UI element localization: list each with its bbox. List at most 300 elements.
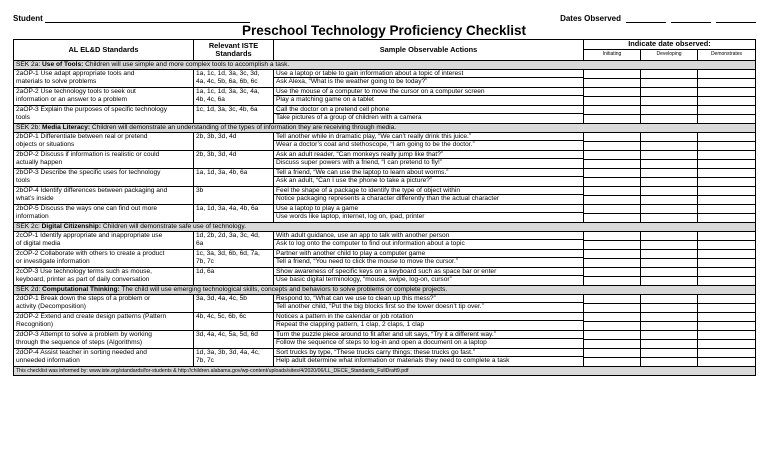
section-row (14, 222, 756, 231)
standard-row (14, 204, 756, 222)
initiating-date-slot[interactable] (584, 241, 640, 249)
actions-cell (274, 294, 584, 312)
iste-cell (194, 348, 274, 366)
developing-date-cell[interactable] (641, 105, 698, 123)
student-label: Student (13, 14, 43, 23)
section-code: SEK 2b: (16, 123, 41, 131)
initiating-date-slot[interactable] (584, 178, 640, 186)
demonstrates-date-cell[interactable] (698, 87, 756, 105)
initiating-date-slot[interactable] (584, 214, 640, 222)
section-code: SEK 2c: (16, 222, 40, 230)
developing-date-slot[interactable] (641, 70, 697, 79)
demonstrates-date-slot[interactable] (698, 160, 755, 168)
initiating-date-cell[interactable] (584, 132, 641, 150)
initiating-date-slot[interactable] (584, 142, 640, 150)
initiating-date-slot[interactable] (584, 106, 640, 115)
developing-date-cell[interactable] (641, 312, 698, 330)
demonstrates-date-slot[interactable] (698, 133, 755, 142)
actions-cell (274, 312, 584, 330)
demonstrates-date-slot[interactable] (698, 88, 755, 97)
initiating-date-slot[interactable] (584, 295, 640, 304)
action-text: Wear a doctor’s coat and stethoscope, “I am going to be the doctor.” (276, 140, 475, 148)
iste-text: 1a, 1d, 3a, 4b, 6a (196, 168, 248, 176)
standard-text: or investigate information (16, 257, 90, 265)
initiating-date-slot[interactable] (584, 250, 640, 259)
iste-text: 4b, 4c, 5c, 6b, 6c (196, 312, 247, 320)
initiating-date-slot[interactable] (584, 313, 640, 322)
demonstrates-date-slot[interactable] (698, 178, 755, 186)
developing-date-slot[interactable] (641, 340, 697, 348)
actions-cell (274, 231, 584, 249)
demonstrates-date-slot[interactable] (698, 259, 755, 267)
iste-text: 1d, 3a, 3b, 3d, 4a, 4c, (196, 348, 260, 356)
standard-text: information or an answer to a problem (16, 95, 128, 103)
initiating-date-slot[interactable] (584, 88, 640, 97)
iste-text: 4a, 4c, 5b, 6a, 6b, 6c (196, 77, 258, 85)
action-text: Ask an adult, “Can I use the phone to take a picture?” (276, 176, 433, 184)
actions-cell (274, 186, 584, 204)
initiating-date-slot[interactable] (584, 331, 640, 340)
header-iste-line2: Standards (215, 49, 252, 58)
demonstrates-date-slot[interactable] (698, 313, 755, 322)
initiating-date-slot[interactable] (584, 151, 640, 160)
action-text: Repeat the clapping pattern, 1 clap, 2 claps, 1 clap (276, 320, 425, 328)
dates-observed-field (560, 14, 756, 23)
initiating-date-cell[interactable] (584, 294, 641, 312)
action-text: Turn the puzzle piece around to fit after and ult says, “Try it a different way.” (274, 331, 583, 339)
standard-row (14, 348, 756, 366)
checklist-body (14, 60, 756, 366)
action-text: Tell a friend, “We can use the laptop to learn about worms.” (274, 169, 583, 177)
header-iste (194, 40, 274, 61)
demonstrates-date-slot[interactable] (698, 304, 755, 312)
iste-cell (194, 231, 274, 249)
developing-date-slot[interactable] (641, 268, 697, 277)
dates-observed-label: Dates Observed (560, 14, 621, 23)
initiating-date-slot[interactable] (584, 97, 640, 105)
iste-cell (194, 105, 274, 123)
developing-date-slot[interactable] (641, 349, 697, 358)
developing-date-slot[interactable] (641, 88, 697, 97)
demonstrates-date-slot[interactable] (698, 358, 755, 366)
action-text: Partner with another child to play a computer game (274, 250, 583, 258)
iste-text: 1a, 1d, 3a, 4a, 4b, 6a (196, 204, 259, 212)
developing-date-slot[interactable] (641, 259, 697, 267)
standard-row (14, 249, 756, 267)
action-text: Sort trucks by type, “These trucks carry things; these trucks go fast.” (274, 349, 583, 357)
demonstrates-date-cell[interactable] (698, 294, 756, 312)
developing-date-cell[interactable] (641, 150, 698, 168)
standard-row (14, 69, 756, 87)
developing-date-slot[interactable] (641, 322, 697, 330)
initiating-date-slot[interactable] (584, 232, 640, 241)
action-text: Use the mouse of a computer to move the cursor on a computer screen (274, 88, 583, 96)
developing-date-slot[interactable] (641, 151, 697, 160)
iste-cell (194, 69, 274, 87)
actions-cell (274, 267, 584, 285)
header-demonstrates: Demonstrates (698, 49, 756, 60)
header-indicate: Indicate date observed: (584, 40, 756, 50)
developing-date-cell[interactable] (641, 249, 698, 267)
action-text: Tell a friend, “You need to click the mouse to move the cursor.” (276, 257, 458, 265)
demonstrates-date-cell[interactable] (698, 348, 756, 366)
standard-row (14, 267, 756, 285)
standard-text: 2bOP-3 Describe the specific uses for technology (16, 168, 161, 176)
demonstrates-date-slot[interactable] (698, 322, 755, 330)
developing-date-slot[interactable] (641, 142, 697, 150)
standard-row (14, 105, 756, 123)
standard-row (14, 312, 756, 330)
demonstrates-date-slot[interactable] (698, 295, 755, 304)
developing-date-cell[interactable] (641, 69, 698, 87)
standard-text: 2bOP-2 Discuss if information is realistic or could (16, 150, 160, 158)
header-iste-line1: Relevant ISTE (208, 41, 259, 50)
standard-row (14, 231, 756, 249)
demonstrates-date-slot[interactable] (698, 115, 755, 123)
header-actions: Sample Observable Actions (274, 40, 584, 61)
section-row (14, 60, 756, 69)
page-title: Preschool Technology Proficiency Checklist (241, 23, 527, 38)
demonstrates-date-slot[interactable] (698, 241, 755, 249)
section-name: Use of Tools: (42, 60, 84, 68)
iste-text: 2b, 3b, 3d, 4d (196, 150, 237, 158)
demonstrates-date-slot[interactable] (698, 250, 755, 259)
iste-cell (194, 294, 274, 312)
initiating-date-slot[interactable] (584, 79, 640, 87)
developing-date-cell[interactable] (641, 231, 698, 249)
action-text: Respond to, “What can we use to clean up this mess?” (274, 295, 583, 303)
actions-cell (274, 330, 584, 348)
initiating-date-slot[interactable] (584, 160, 640, 168)
demonstrates-date-slot[interactable] (698, 214, 755, 222)
iste-text: 1c, 3a, 3d, 6b, 6d, 7a, (196, 249, 260, 257)
actions-cell (274, 69, 584, 87)
developing-date-slot[interactable] (641, 79, 697, 87)
action-text: Help adult determine what information or materials they need to complete a task (276, 356, 510, 364)
standard-cell (14, 330, 194, 348)
standard-text: 2bOP-5 Discuss the ways one can find out more (16, 204, 158, 212)
section-name: Digital Citizenship: (41, 222, 102, 230)
section-description: Children will demonstrate safe use of technology. (101, 222, 247, 230)
iste-cell (194, 267, 274, 285)
standard-text: 2dOP-4 Assist teacher in sorting needed and (16, 348, 147, 356)
demonstrates-date-slot[interactable] (698, 142, 755, 150)
demonstrates-date-cell[interactable] (698, 249, 756, 267)
demonstrates-date-slot[interactable] (698, 331, 755, 340)
developing-date-slot[interactable] (641, 133, 697, 142)
standard-text: unneeded information (16, 356, 80, 364)
standard-text: 2cOP-1 Identify appropriate and inappropriate use (16, 231, 163, 239)
initiating-date-slot[interactable] (584, 349, 640, 358)
standard-text: 2dOP-1 Break down the steps of a problem or (16, 294, 151, 302)
demonstrates-date-slot[interactable] (698, 151, 755, 160)
demonstrates-date-cell[interactable] (698, 150, 756, 168)
demonstrates-date-cell[interactable] (698, 69, 756, 87)
section-heading (14, 60, 756, 69)
actions-cell (274, 249, 584, 267)
student-field (13, 14, 250, 23)
iste-text: 1c, 1d, 3a, 3c, 4b, 6a (196, 105, 258, 113)
action-text: Ask to log onto the computer to find out information about a topic (276, 239, 465, 247)
action-text: Ask an adult reader, “Can monkeys really jump like that?” (274, 151, 583, 159)
initiating-date-slot[interactable] (584, 70, 640, 79)
checklist-table (13, 39, 756, 376)
iste-text: 1a, 1c, 1d, 3a, 3c, 4a, (196, 87, 260, 95)
actions-cell (274, 150, 584, 168)
iste-text: 7b, 7c (196, 356, 214, 364)
actions-cell (274, 204, 584, 222)
developing-date-cell[interactable] (641, 348, 698, 366)
standard-text: 2bOP-4 Identify differences between packaging and (16, 186, 168, 194)
iste-cell (194, 87, 274, 105)
initiating-date-slot[interactable] (584, 304, 640, 312)
action-text: Use words like laptop, internet, log on, ipad, printer (276, 212, 425, 220)
standard-text: activity (Decomposition) (16, 302, 86, 310)
developing-date-cell[interactable] (641, 294, 698, 312)
iste-cell (194, 312, 274, 330)
actions-cell (274, 348, 584, 366)
developing-date-cell[interactable] (641, 330, 698, 348)
initiating-date-slot[interactable] (584, 133, 640, 142)
demonstrates-date-cell[interactable] (698, 186, 756, 204)
section-heading (14, 222, 756, 231)
developing-date-slot[interactable] (641, 214, 697, 222)
iste-cell (194, 330, 274, 348)
developing-date-slot[interactable] (641, 304, 697, 312)
developing-date-cell[interactable] (641, 204, 698, 222)
initiating-date-cell[interactable] (584, 330, 641, 348)
iste-cell (194, 186, 274, 204)
initiating-date-cell[interactable] (584, 348, 641, 366)
initiating-date-cell[interactable] (584, 267, 641, 285)
iste-cell (194, 204, 274, 222)
developing-date-slot[interactable] (641, 178, 697, 186)
developing-date-slot[interactable] (641, 205, 697, 214)
initiating-date-cell[interactable] (584, 231, 641, 249)
demonstrates-date-slot[interactable] (698, 340, 755, 348)
initiating-date-cell[interactable] (584, 105, 641, 123)
standard-cell (14, 105, 194, 123)
developing-date-slot[interactable] (641, 250, 697, 259)
footer-note: This checklist was informed by: www.iste.org/standards/for-students & http://children.alabama.gov/wp-content/uploads/sites/4/2020/06/LL_DECE_Standards_FullDraft9.pdf (14, 366, 756, 375)
action-text: Use a laptop to play a game (274, 205, 583, 213)
standard-text: tools (16, 113, 30, 121)
initiating-date-slot[interactable] (584, 322, 640, 330)
standard-text: objects or situations (16, 140, 75, 148)
developing-date-slot[interactable] (641, 331, 697, 340)
action-text: Show awareness of specific keys on a keyboard such as space bar or enter (274, 268, 583, 276)
demonstrates-date-cell[interactable] (698, 132, 756, 150)
iste-text: 1a, 1c, 1d, 3a, 3c, 3d, (196, 69, 260, 77)
standard-text: 2aOP-2 Use technology tools to seek out (16, 87, 136, 95)
initiating-date-cell[interactable] (584, 186, 641, 204)
demonstrates-date-cell[interactable] (698, 168, 756, 186)
developing-date-slot[interactable] (641, 358, 697, 366)
demonstrates-date-slot[interactable] (698, 268, 755, 277)
developing-date-slot[interactable] (641, 295, 697, 304)
section-code: SEK 2d: (16, 285, 41, 293)
iste-text: 1d, 6a (196, 267, 215, 275)
standard-text: tools (16, 176, 30, 184)
initiating-date-slot[interactable] (584, 259, 640, 267)
demonstrates-date-slot[interactable] (698, 97, 755, 105)
action-text: Notice packaging represents a character differently than the actual character (276, 194, 500, 202)
developing-date-cell[interactable] (641, 186, 698, 204)
section-code: SEK 2a: (16, 60, 41, 68)
standard-cell (14, 69, 194, 87)
section-description: Children will use simple and more complex tools to accomplish a task. (83, 60, 290, 68)
initiating-date-slot[interactable] (584, 187, 640, 196)
iste-cell (194, 249, 274, 267)
developing-date-cell[interactable] (641, 267, 698, 285)
standard-text: information (16, 212, 49, 220)
iste-text: 1d, 2b, 2d, 3a, 3c, 4d, (196, 231, 260, 239)
standard-row (14, 168, 756, 186)
actions-cell (274, 168, 584, 186)
standard-text: 2bOP-1 Differentiate between real or pretend (16, 132, 148, 140)
action-text: Use basic digital terminology, “mouse, swipe, log-on, cursor” (276, 275, 452, 283)
initiating-date-cell[interactable] (584, 312, 641, 330)
standard-text: of digital media (16, 239, 61, 247)
action-text: With adult guidance, use an app to talk with another person (274, 232, 583, 240)
initiating-date-cell[interactable] (584, 204, 641, 222)
initiating-date-cell[interactable] (584, 150, 641, 168)
initiating-date-slot[interactable] (584, 340, 640, 348)
standard-row (14, 150, 756, 168)
developing-date-slot[interactable] (641, 241, 697, 249)
demonstrates-date-cell[interactable] (698, 312, 756, 330)
standard-row (14, 330, 756, 348)
standard-row (14, 87, 756, 105)
initiating-date-slot[interactable] (584, 358, 640, 366)
standard-text: 2aOP-1 Use adapt appropriate tools and (16, 69, 135, 77)
initiating-date-slot[interactable] (584, 268, 640, 277)
iste-cell (194, 132, 274, 150)
initiating-date-slot[interactable] (584, 277, 640, 285)
action-text: Follow the sequence of steps to log-in and open a document on a laptop (276, 338, 487, 346)
section-row (14, 285, 756, 294)
standard-text: 2dOP-3 Attempt to solve a problem by working (16, 330, 152, 338)
standard-row (14, 186, 756, 204)
developing-date-slot[interactable] (641, 169, 697, 178)
developing-date-cell[interactable] (641, 168, 698, 186)
demonstrates-date-slot[interactable] (698, 205, 755, 214)
demonstrates-date-slot[interactable] (698, 106, 755, 115)
standard-row (14, 132, 756, 150)
demonstrates-date-slot[interactable] (698, 70, 755, 79)
actions-cell (274, 87, 584, 105)
section-description: The child will use emerging technological skills, concepts and behaviors to solve problems or complete projects. (119, 285, 448, 293)
initiating-date-slot[interactable] (584, 115, 640, 123)
action-text: Ask Alexa, “What is the weather going to be today?” (276, 77, 428, 85)
demonstrates-date-slot[interactable] (698, 232, 755, 241)
developing-date-slot[interactable] (641, 196, 697, 204)
action-text: Play a matching game on a tablet (276, 95, 374, 103)
action-text: Take pictures of a group of children with a camera (276, 113, 422, 121)
header-standards: AL EL&D Standards (14, 40, 194, 61)
demonstrates-date-slot[interactable] (698, 196, 755, 204)
demonstrates-date-slot[interactable] (698, 349, 755, 358)
actions-cell (274, 132, 584, 150)
developing-date-cell[interactable] (641, 87, 698, 105)
section-heading (14, 123, 756, 132)
standard-text: through the sequence of steps (Algorithms) (16, 338, 143, 346)
demonstrates-date-cell[interactable] (698, 267, 756, 285)
initiating-date-cell[interactable] (584, 249, 641, 267)
iste-text: 3b (196, 186, 204, 194)
standard-text: what’s inside (16, 194, 54, 202)
initiating-date-cell[interactable] (584, 87, 641, 105)
developing-date-slot[interactable] (641, 115, 697, 123)
iste-text: 4b, 4c, 6a (196, 95, 225, 103)
standard-text: 2cOP-2 Collaborate with others to create a product (16, 249, 165, 257)
demonstrates-date-cell[interactable] (698, 204, 756, 222)
standard-cell (14, 312, 194, 330)
standard-text: materials to solve problems (16, 77, 97, 85)
demonstrates-date-slot[interactable] (698, 277, 755, 285)
standard-text: actually happen (16, 158, 63, 166)
developing-date-slot[interactable] (641, 97, 697, 105)
initiating-date-slot[interactable] (584, 169, 640, 178)
initiating-date-slot[interactable] (584, 196, 640, 204)
action-text: Use a laptop or table to gain information about a topic of interest (274, 70, 583, 78)
developing-date-cell[interactable] (641, 132, 698, 150)
standard-cell (14, 249, 194, 267)
iste-cell (194, 150, 274, 168)
action-text: Tell another while in dramatic play, “We can’t really drink this juice.” (274, 133, 583, 141)
standard-cell (14, 168, 194, 186)
demonstrates-date-slot[interactable] (698, 187, 755, 196)
demonstrates-date-cell[interactable] (698, 330, 756, 348)
standard-text: Recognition) (16, 320, 54, 328)
iste-cell (194, 168, 274, 186)
standard-cell (14, 186, 194, 204)
standard-cell (14, 348, 194, 366)
action-text: Feel the shape of a package to identify the type of object within (274, 187, 583, 195)
demonstrates-date-slot[interactable] (698, 169, 755, 178)
initiating-date-cell[interactable] (584, 69, 641, 87)
action-text: Notices a pattern in the calendar or job rotation (274, 313, 583, 321)
developing-date-slot[interactable] (641, 160, 697, 168)
developing-date-slot[interactable] (641, 106, 697, 115)
action-text: Tell another child, “Put the big blocks first so the tower doesn’t tip over.” (276, 302, 484, 310)
standard-text: keyboard, printer as part of daily conversation (16, 275, 150, 283)
initiating-date-slot[interactable] (584, 205, 640, 214)
initiating-date-cell[interactable] (584, 168, 641, 186)
page-header (0, 14, 768, 40)
demonstrates-date-slot[interactable] (698, 79, 755, 87)
iste-text: 3a, 3d, 4a, 4c, 5b (196, 294, 247, 302)
developing-date-slot[interactable] (641, 187, 697, 196)
developing-date-slot[interactable] (641, 313, 697, 322)
standard-text: 2dOP-2 Extend and create design patterns (Pattern (16, 312, 167, 320)
standard-cell (14, 132, 194, 150)
action-text: Discuss super powers with a friend, “I can pretend to fly!” (276, 158, 443, 166)
iste-text: 3d, 4a, 4c, 5a, 5d, 6d (196, 330, 258, 338)
developing-date-slot[interactable] (641, 232, 697, 241)
section-name: Computational Thinking: (42, 285, 120, 293)
action-text: Call the doctor on a pretend cell phone (274, 106, 583, 114)
demonstrates-date-cell[interactable] (698, 231, 756, 249)
demonstrates-date-cell[interactable] (698, 105, 756, 123)
standard-text: 2aOP-3 Explain the purposes of specific technology (16, 105, 168, 113)
section-description: Children will demonstrate an understanding of the types of information they are receiving through media. (90, 123, 397, 131)
actions-cell (274, 105, 584, 123)
section-heading (14, 285, 756, 294)
standard-text: 2cOP-3 Use technology terms such as mouse, (16, 267, 152, 275)
section-row (14, 123, 756, 132)
developing-date-slot[interactable] (641, 277, 697, 285)
